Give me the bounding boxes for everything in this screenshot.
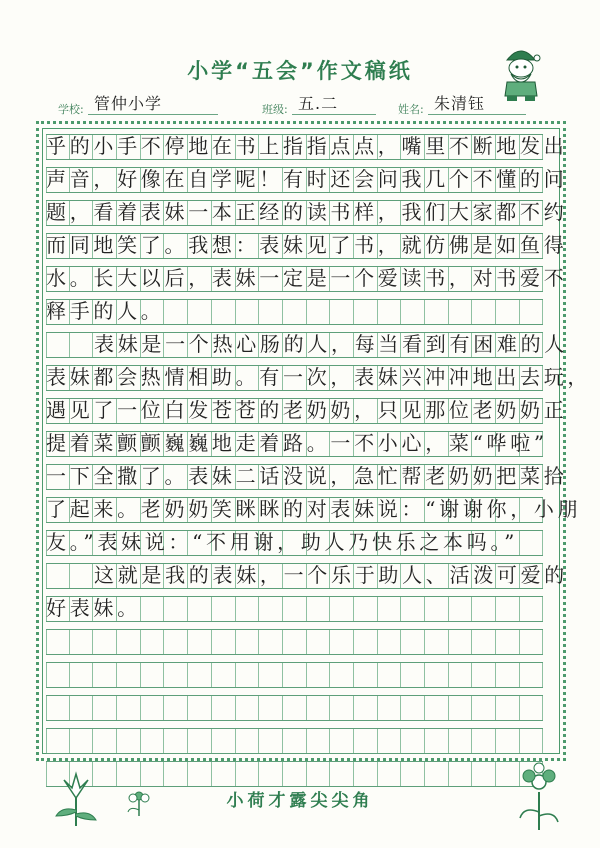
grid-row (46, 299, 543, 325)
essay-line: 这就是我的表妹，一个乐于助人、活泼可爱的 (94, 563, 568, 587)
grid-row (46, 398, 568, 424)
essay-line: 友。”表妹说：“不用谢，助人乃快乐之本吗。” (46, 530, 519, 554)
essay-line: 而同地笑了。我想：表妹见了书，就仿佛是如鱼得 (46, 233, 568, 257)
mascot-illustration (497, 40, 545, 102)
essay-line: 题，看着表妹一本正经的读书样，我们大家都不约 (46, 200, 568, 224)
essay-line: 了起来。老奶奶笑眯眯的对表妹说：“谢谢你，小朋 (46, 497, 582, 521)
grid-row (46, 266, 568, 292)
essay-line: 表妹都会热情相助。有一次，表妹兴冲冲地出去玩， (46, 365, 592, 389)
name-value: 朱清钰 (428, 94, 526, 115)
grid-row (46, 431, 548, 457)
grid-row (46, 728, 543, 754)
essay-line: 声音，好像在自学呢！有时还会问我几个不懂的问 (46, 167, 568, 191)
essay-line: 一下全撒了。表妹二话没说，急忙帮老奶奶把菜拾 (46, 464, 568, 488)
grid-row (46, 563, 568, 589)
grid-row (46, 497, 582, 523)
grid-row (46, 167, 568, 193)
grid-row (46, 629, 543, 655)
essay-line: 遇见了一位白发苍苍的老奶奶，只见那位老奶奶正 (46, 398, 568, 422)
grid-row (46, 596, 543, 622)
grid-row (46, 233, 568, 259)
essay-line: 释手的人。 (46, 299, 165, 323)
essay-line: 好表妹。 (46, 596, 141, 620)
grid-row (46, 200, 568, 226)
grid-row (46, 695, 543, 721)
footer-slogan: 小荷才露尖尖角 (226, 791, 374, 811)
grid-row (46, 332, 568, 358)
writing-grid (46, 134, 592, 794)
essay-line: 乎的小手不停地在书上指指点点，嘴里不断地发出 (46, 134, 568, 158)
school-label: 学校: (58, 103, 84, 116)
name-label: 姓名: (398, 103, 424, 116)
page-title: 小学“五会”作文稿纸 (187, 59, 413, 83)
daffodil-flower-icon (514, 762, 564, 832)
class-label: 班级: (262, 103, 288, 116)
grid-row (46, 464, 568, 490)
grid-row (46, 662, 543, 688)
grid-row (46, 134, 568, 160)
class-value: 五.二 (292, 94, 376, 115)
school-value: 管仲小学 (88, 94, 218, 115)
grid-row (46, 530, 543, 556)
grid-row (46, 761, 543, 787)
grid-row (46, 365, 592, 391)
essay-line: 水。长大以后，表妹一定是一个爱读书，对书爱不 (46, 266, 568, 290)
essay-line: 提着菜颤颤巍巍地走着路。一不小心，菜“哗啦” (46, 431, 548, 455)
essay-line: 表妹是一个热心肠的人，每当看到有困难的人 (94, 332, 568, 356)
student-info-row (0, 94, 600, 118)
